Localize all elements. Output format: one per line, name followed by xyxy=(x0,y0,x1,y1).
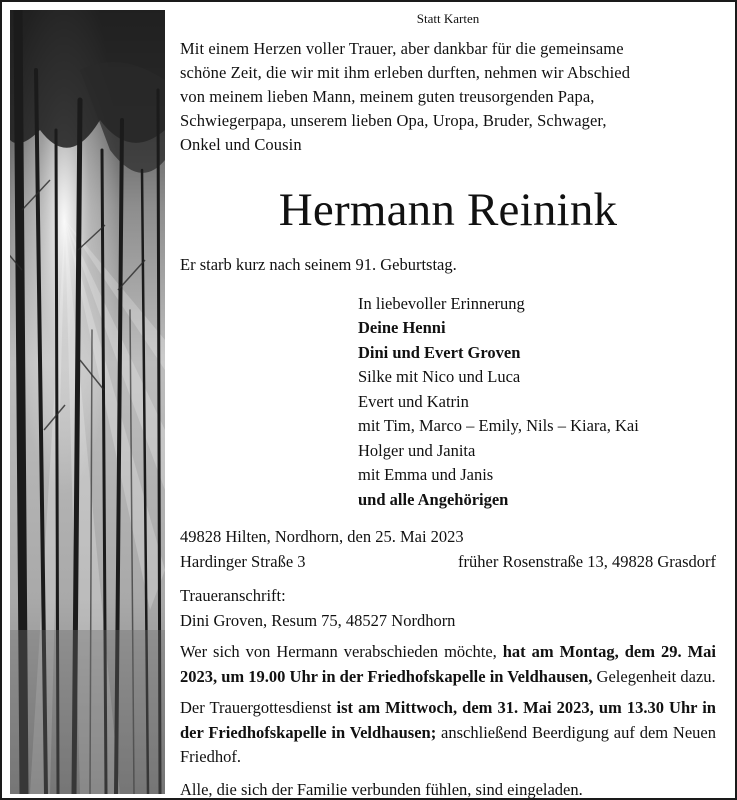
mourning-address xyxy=(180,584,716,633)
signer-family: mit Tim, Marco – Emily, Nils – Kiara, Kai xyxy=(358,416,639,435)
signer-spouse: Deine Henni xyxy=(358,318,446,337)
intro-paragraph xyxy=(180,37,716,157)
address-row xyxy=(180,550,716,575)
service-paragraph xyxy=(180,696,716,770)
signer-family: Evert und Katrin xyxy=(358,391,469,411)
place-date: 49828 Hilten, Nordhorn, den 25. Mai 2023 xyxy=(180,527,464,546)
signer-relatives: und alle Angehörigen xyxy=(358,489,509,509)
service-text: Der Trauergottesdienst xyxy=(180,698,337,717)
closing-line: Alle, die sich der Familie verbunden fühlen, sind eingeladen. xyxy=(180,779,583,799)
farewell-details: hat am Montag, dem 29. Mai 2023, um 19.00 Uhr in der Friedhofskapelle in Veldhausen, xyxy=(180,642,716,686)
signer-family: Dini und Evert Groven xyxy=(358,342,521,362)
intro-line: schöne Zeit, die wir mit ihm erleben durften, nehmen wir Abschied xyxy=(180,63,631,82)
header-note: Statt Karten xyxy=(416,11,480,26)
signers-block xyxy=(358,292,716,513)
service-text-end: anschließend Beerdigung auf dem Neuen Friedhof. xyxy=(180,722,716,766)
deceased-name: Hermann Reinink xyxy=(278,184,618,236)
intro-line: Onkel und Cousin xyxy=(180,135,302,154)
intro-line: Mit einem Herzen voller Trauer, aber dankbar für die gemeinsame xyxy=(180,39,624,58)
intro-line: von meinem lieben Mann, meinem guten treusorgenden Papa, xyxy=(180,87,595,106)
mourning-address-label: Traueranschrift: xyxy=(180,586,286,605)
mourning-address-value: Dini Groven, Resum 75, 48527 Nordhorn xyxy=(180,610,456,630)
forest-photo xyxy=(10,10,165,794)
former-address: früher Rosenstraße 13, 49828 Grasdorf xyxy=(458,551,716,571)
service-details: ist am Mittwoch, dem 31. Mai 2023, um 13.30 Uhr in der Friedhofskapelle in Veldhausen; xyxy=(180,698,716,742)
signer-family: Holger und Janita xyxy=(358,440,476,460)
forest-sunbeam-image xyxy=(10,10,165,794)
farewell-paragraph xyxy=(180,640,716,689)
obituary-text xyxy=(180,10,716,800)
signers-intro: In liebevoller Erinnerung xyxy=(358,293,525,313)
signer-family: mit Emma und Janis xyxy=(358,465,494,484)
intro-line: Schwiegerpapa, unserem lieben Opa, Uropa, Bruder, Schwager, xyxy=(180,111,607,130)
farewell-text-end: Gelegenheit dazu. xyxy=(592,666,716,686)
farewell-text: Wer sich von Hermann verabschieden möchte, xyxy=(180,642,503,661)
death-note: Er starb kurz nach seinem 91. Geburtstag. xyxy=(180,255,457,274)
current-address: Hardinger Straße 3 xyxy=(180,551,306,571)
signer-family: Silke mit Nico und Luca xyxy=(358,367,521,386)
